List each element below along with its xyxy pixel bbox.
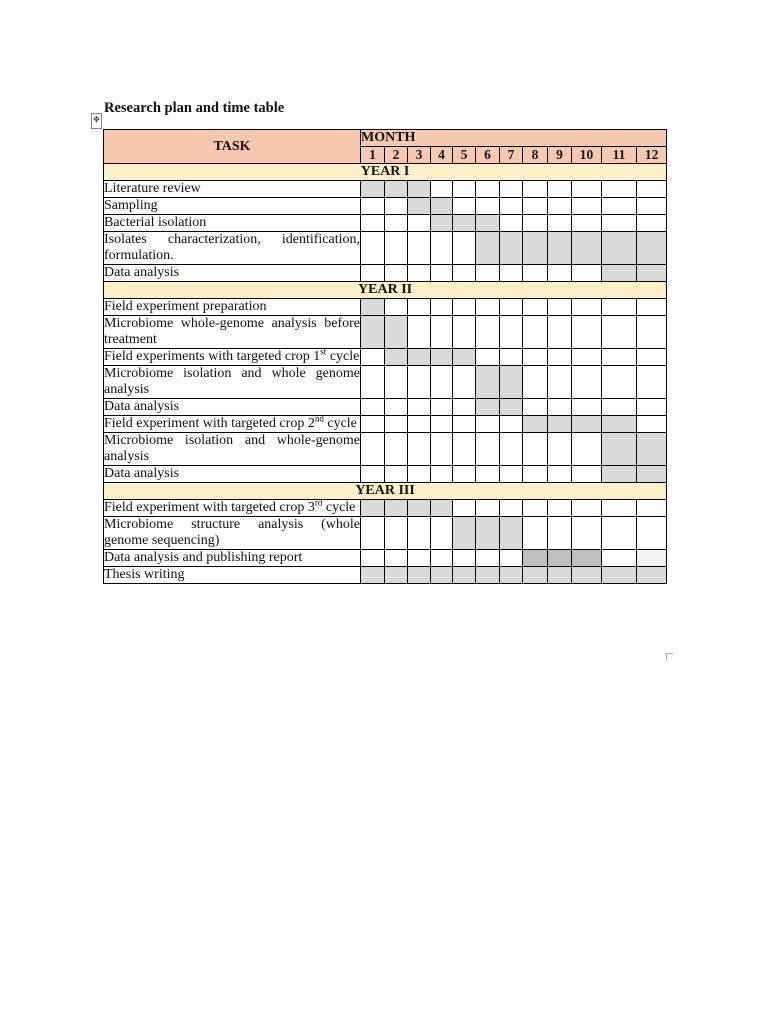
month-cell bbox=[602, 349, 637, 366]
month-cell bbox=[453, 466, 476, 483]
month-cell bbox=[637, 550, 667, 567]
month-cell bbox=[453, 433, 476, 466]
task-text: Microbiome isolation and whole-genome analysis bbox=[104, 433, 360, 464]
month-cell bbox=[500, 416, 523, 433]
month-cell bbox=[572, 517, 602, 550]
task-text-continued: cycle bbox=[322, 500, 356, 515]
month-cell bbox=[385, 416, 408, 433]
task-name bbox=[104, 413, 361, 433]
month-cell bbox=[548, 416, 572, 433]
month-cell bbox=[453, 550, 476, 567]
month-cell bbox=[500, 265, 523, 282]
month-cell bbox=[637, 198, 667, 215]
month-cell bbox=[476, 215, 500, 232]
month-cell bbox=[500, 517, 523, 550]
month-cell bbox=[453, 399, 476, 416]
month-cell bbox=[500, 232, 523, 265]
month-cell bbox=[408, 316, 431, 349]
month-cell bbox=[548, 316, 572, 349]
month-cell bbox=[453, 265, 476, 282]
month-cell bbox=[637, 416, 667, 433]
month-cell bbox=[523, 316, 548, 349]
month-cell bbox=[453, 232, 476, 265]
task-text: Microbiome whole-genome analysis before treatment bbox=[104, 316, 360, 347]
month-cell bbox=[361, 181, 385, 198]
month-cell bbox=[548, 517, 572, 550]
task-row bbox=[104, 232, 667, 265]
month-cell bbox=[408, 416, 431, 433]
month-cell bbox=[453, 416, 476, 433]
month-cell bbox=[453, 198, 476, 215]
month-cell bbox=[523, 215, 548, 232]
month-cell bbox=[385, 215, 408, 232]
month-cell bbox=[453, 215, 476, 232]
month-cell bbox=[637, 466, 667, 483]
task-text: Field experiment preparation bbox=[104, 299, 267, 314]
month-cell bbox=[572, 500, 602, 517]
month-number: 7 bbox=[500, 147, 523, 164]
month-cell bbox=[523, 466, 548, 483]
month-cell bbox=[548, 265, 572, 282]
month-cell bbox=[361, 198, 385, 215]
month-cell bbox=[476, 316, 500, 349]
task-text-continued: cycle bbox=[326, 349, 360, 364]
month-cell bbox=[548, 232, 572, 265]
task-name bbox=[104, 567, 361, 584]
month-cell bbox=[637, 265, 667, 282]
month-cell bbox=[408, 399, 431, 416]
month-cell bbox=[476, 466, 500, 483]
month-cell bbox=[431, 466, 453, 483]
month-cell bbox=[572, 265, 602, 282]
month-cell bbox=[431, 399, 453, 416]
month-cell bbox=[602, 232, 637, 265]
task-row bbox=[104, 316, 667, 349]
month-cell bbox=[523, 550, 548, 567]
month-cell bbox=[637, 215, 667, 232]
month-cell bbox=[637, 517, 667, 550]
month-cell bbox=[385, 517, 408, 550]
month-cell bbox=[385, 567, 408, 584]
month-cell bbox=[408, 550, 431, 567]
month-cell bbox=[637, 299, 667, 316]
month-cell bbox=[572, 366, 602, 399]
task-text-continued: cycle bbox=[323, 416, 357, 431]
task-text: Field experiment with targeted crop 2 bbox=[104, 416, 315, 431]
month-cell bbox=[408, 299, 431, 316]
month-cell bbox=[500, 466, 523, 483]
month-column-header: MONTH bbox=[361, 130, 667, 147]
task-row bbox=[104, 265, 667, 282]
month-cell bbox=[637, 433, 667, 466]
month-cell bbox=[476, 349, 500, 366]
month-cell bbox=[385, 399, 408, 416]
month-cell bbox=[385, 500, 408, 517]
month-cell bbox=[572, 399, 602, 416]
task-name bbox=[104, 181, 361, 198]
month-cell bbox=[361, 349, 385, 366]
month-cell bbox=[572, 349, 602, 366]
task-ordinal-suffix: nd bbox=[314, 413, 324, 424]
month-cell bbox=[500, 181, 523, 198]
month-cell bbox=[385, 232, 408, 265]
task-text: Microbiome isolation and whole genome analysis bbox=[104, 366, 360, 397]
task-row bbox=[104, 399, 667, 416]
task-row bbox=[104, 433, 667, 466]
month-cell bbox=[637, 232, 667, 265]
month-cell bbox=[476, 265, 500, 282]
month-cell bbox=[476, 366, 500, 399]
month-cell bbox=[500, 567, 523, 584]
month-cell bbox=[572, 567, 602, 584]
month-cell bbox=[572, 433, 602, 466]
month-cell bbox=[548, 399, 572, 416]
task-name bbox=[104, 316, 361, 349]
month-cell bbox=[602, 198, 637, 215]
month-cell bbox=[548, 567, 572, 584]
month-cell bbox=[431, 416, 453, 433]
month-cell bbox=[361, 433, 385, 466]
month-cell bbox=[523, 366, 548, 399]
task-row bbox=[104, 366, 667, 399]
month-cell bbox=[572, 181, 602, 198]
task-row bbox=[104, 416, 667, 433]
month-cell bbox=[408, 517, 431, 550]
month-cell bbox=[500, 500, 523, 517]
month-cell bbox=[572, 550, 602, 567]
task-name bbox=[104, 550, 361, 567]
month-cell bbox=[476, 198, 500, 215]
month-cell bbox=[523, 567, 548, 584]
month-cell bbox=[453, 366, 476, 399]
task-ordinal-suffix: rd bbox=[314, 497, 323, 508]
month-cell bbox=[523, 399, 548, 416]
month-cell bbox=[361, 466, 385, 483]
month-cell bbox=[385, 299, 408, 316]
task-name bbox=[104, 346, 361, 366]
month-cell bbox=[431, 550, 453, 567]
month-cell bbox=[408, 265, 431, 282]
month-cell bbox=[431, 567, 453, 584]
month-cell bbox=[385, 198, 408, 215]
month-cell bbox=[602, 433, 637, 466]
task-text: Thesis writing bbox=[104, 567, 185, 582]
month-cell bbox=[500, 399, 523, 416]
month-cell bbox=[385, 550, 408, 567]
month-cell bbox=[431, 299, 453, 316]
month-cell bbox=[548, 550, 572, 567]
month-cell bbox=[385, 316, 408, 349]
month-cell bbox=[408, 215, 431, 232]
month-cell bbox=[602, 215, 637, 232]
task-name bbox=[104, 517, 361, 550]
month-cell bbox=[548, 198, 572, 215]
task-text: Data analysis bbox=[104, 265, 180, 280]
year-label: YEAR II bbox=[104, 282, 667, 299]
month-cell bbox=[408, 349, 431, 366]
month-number: 8 bbox=[523, 147, 548, 164]
month-cell bbox=[523, 517, 548, 550]
month-cell bbox=[637, 349, 667, 366]
month-cell bbox=[500, 316, 523, 349]
task-row bbox=[104, 299, 667, 316]
table-resize-handle[interactable] bbox=[666, 653, 673, 660]
task-text: Bacterial isolation bbox=[104, 215, 207, 230]
month-cell bbox=[602, 567, 637, 584]
month-cell bbox=[572, 215, 602, 232]
month-cell bbox=[361, 550, 385, 567]
task-row bbox=[104, 181, 667, 198]
year-row bbox=[104, 164, 667, 181]
task-name bbox=[104, 265, 361, 282]
month-number: 6 bbox=[476, 147, 500, 164]
task-text: Sampling bbox=[104, 198, 158, 213]
month-cell bbox=[572, 232, 602, 265]
task-row bbox=[104, 466, 667, 483]
month-cell bbox=[476, 433, 500, 466]
month-cell bbox=[523, 416, 548, 433]
month-cell bbox=[453, 567, 476, 584]
month-cell bbox=[361, 265, 385, 282]
month-number: 3 bbox=[408, 147, 431, 164]
month-cell bbox=[431, 433, 453, 466]
month-cell bbox=[602, 550, 637, 567]
month-cell bbox=[476, 500, 500, 517]
month-cell bbox=[385, 366, 408, 399]
task-row bbox=[104, 517, 667, 550]
month-cell bbox=[476, 399, 500, 416]
month-cell bbox=[431, 215, 453, 232]
month-cell bbox=[453, 349, 476, 366]
month-cell bbox=[572, 198, 602, 215]
year-row bbox=[104, 282, 667, 299]
month-cell bbox=[523, 500, 548, 517]
month-cell bbox=[476, 232, 500, 265]
month-cell bbox=[602, 466, 637, 483]
month-cell bbox=[453, 500, 476, 517]
year-label: YEAR I bbox=[104, 164, 667, 181]
task-text: Data analysis bbox=[104, 399, 180, 414]
task-ordinal-suffix: st bbox=[320, 346, 327, 357]
month-cell bbox=[523, 265, 548, 282]
month-cell bbox=[572, 299, 602, 316]
month-cell bbox=[500, 366, 523, 399]
task-name bbox=[104, 232, 361, 265]
month-cell bbox=[361, 517, 385, 550]
task-column-header: TASK bbox=[104, 130, 361, 164]
task-text: Data analysis and publishing report bbox=[104, 550, 303, 565]
month-cell bbox=[572, 316, 602, 349]
month-cell bbox=[523, 198, 548, 215]
month-cell bbox=[500, 550, 523, 567]
month-cell bbox=[431, 366, 453, 399]
month-cell bbox=[453, 316, 476, 349]
task-row bbox=[104, 500, 667, 517]
month-cell bbox=[523, 433, 548, 466]
task-text: Isolates characterization, identification, formulation. bbox=[104, 232, 360, 263]
month-cell bbox=[548, 433, 572, 466]
month-cell bbox=[408, 232, 431, 265]
task-text: Microbiome structure analysis (whole genome sequencing) bbox=[104, 517, 360, 548]
month-cell bbox=[431, 198, 453, 215]
month-cell bbox=[548, 349, 572, 366]
task-text: Field experiments with targeted crop 1 bbox=[104, 349, 321, 364]
research-timetable bbox=[103, 129, 667, 584]
month-cell bbox=[408, 366, 431, 399]
month-cell bbox=[453, 181, 476, 198]
task-name bbox=[104, 299, 361, 316]
table-move-handle-icon[interactable] bbox=[91, 113, 102, 129]
month-cell bbox=[476, 550, 500, 567]
month-cell bbox=[500, 433, 523, 466]
month-cell bbox=[431, 349, 453, 366]
month-number: 11 bbox=[602, 147, 637, 164]
year-label: YEAR III bbox=[104, 483, 667, 500]
month-cell bbox=[361, 567, 385, 584]
month-cell bbox=[431, 232, 453, 265]
month-cell bbox=[361, 316, 385, 349]
month-cell bbox=[637, 567, 667, 584]
month-cell bbox=[637, 500, 667, 517]
month-cell bbox=[361, 366, 385, 399]
month-cell bbox=[476, 567, 500, 584]
month-cell bbox=[637, 366, 667, 399]
month-cell bbox=[572, 466, 602, 483]
task-text: Field experiment with targeted crop 3 bbox=[104, 500, 315, 515]
month-cell bbox=[523, 181, 548, 198]
month-cell bbox=[500, 299, 523, 316]
task-name bbox=[104, 497, 361, 517]
month-cell bbox=[602, 416, 637, 433]
month-cell bbox=[548, 500, 572, 517]
month-cell bbox=[637, 181, 667, 198]
task-name bbox=[104, 198, 361, 215]
month-cell bbox=[602, 181, 637, 198]
month-cell bbox=[523, 232, 548, 265]
month-cell bbox=[431, 181, 453, 198]
month-number: 10 bbox=[572, 147, 602, 164]
month-cell bbox=[408, 198, 431, 215]
month-cell bbox=[602, 366, 637, 399]
month-cell bbox=[548, 215, 572, 232]
month-cell bbox=[361, 299, 385, 316]
month-cell bbox=[602, 265, 637, 282]
month-cell bbox=[385, 433, 408, 466]
month-cell bbox=[602, 500, 637, 517]
month-cell bbox=[431, 265, 453, 282]
month-cell bbox=[431, 500, 453, 517]
month-number: 4 bbox=[431, 147, 453, 164]
month-cell bbox=[476, 517, 500, 550]
month-cell bbox=[408, 567, 431, 584]
month-cell bbox=[408, 500, 431, 517]
month-cell bbox=[361, 232, 385, 265]
month-cell bbox=[453, 299, 476, 316]
month-cell bbox=[548, 466, 572, 483]
task-text: Data analysis bbox=[104, 466, 180, 481]
month-cell bbox=[500, 215, 523, 232]
month-cell bbox=[385, 265, 408, 282]
month-cell bbox=[361, 500, 385, 517]
document-title: Research plan and time table bbox=[104, 100, 285, 116]
month-cell bbox=[385, 466, 408, 483]
task-text: Literature review bbox=[104, 181, 201, 196]
task-row bbox=[104, 550, 667, 567]
month-cell bbox=[361, 215, 385, 232]
month-cell bbox=[361, 399, 385, 416]
task-row bbox=[104, 198, 667, 215]
month-cell bbox=[548, 181, 572, 198]
month-cell bbox=[500, 349, 523, 366]
month-cell bbox=[602, 299, 637, 316]
month-cell bbox=[602, 399, 637, 416]
month-cell bbox=[476, 299, 500, 316]
month-cell bbox=[637, 316, 667, 349]
year-row bbox=[104, 483, 667, 500]
month-cell bbox=[431, 316, 453, 349]
task-name bbox=[104, 433, 361, 466]
month-number: 1 bbox=[361, 147, 385, 164]
month-cell bbox=[385, 181, 408, 198]
task-name bbox=[104, 466, 361, 483]
task-name bbox=[104, 366, 361, 399]
month-cell bbox=[408, 433, 431, 466]
month-number: 2 bbox=[385, 147, 408, 164]
month-number: 12 bbox=[637, 147, 667, 164]
month-cell bbox=[548, 299, 572, 316]
month-cell bbox=[572, 416, 602, 433]
month-cell bbox=[431, 517, 453, 550]
month-cell bbox=[361, 416, 385, 433]
month-number: 5 bbox=[453, 147, 476, 164]
month-cell bbox=[602, 316, 637, 349]
month-cell bbox=[637, 399, 667, 416]
month-cell bbox=[453, 517, 476, 550]
month-cell bbox=[408, 466, 431, 483]
month-cell bbox=[385, 349, 408, 366]
month-cell bbox=[548, 366, 572, 399]
month-cell bbox=[476, 181, 500, 198]
task-name bbox=[104, 215, 361, 232]
month-number: 9 bbox=[548, 147, 572, 164]
month-cell bbox=[476, 416, 500, 433]
task-row bbox=[104, 567, 667, 584]
month-cell bbox=[408, 181, 431, 198]
month-cell bbox=[523, 349, 548, 366]
month-cell bbox=[602, 517, 637, 550]
month-cell bbox=[523, 299, 548, 316]
task-row bbox=[104, 349, 667, 366]
task-row bbox=[104, 215, 667, 232]
month-cell bbox=[500, 198, 523, 215]
